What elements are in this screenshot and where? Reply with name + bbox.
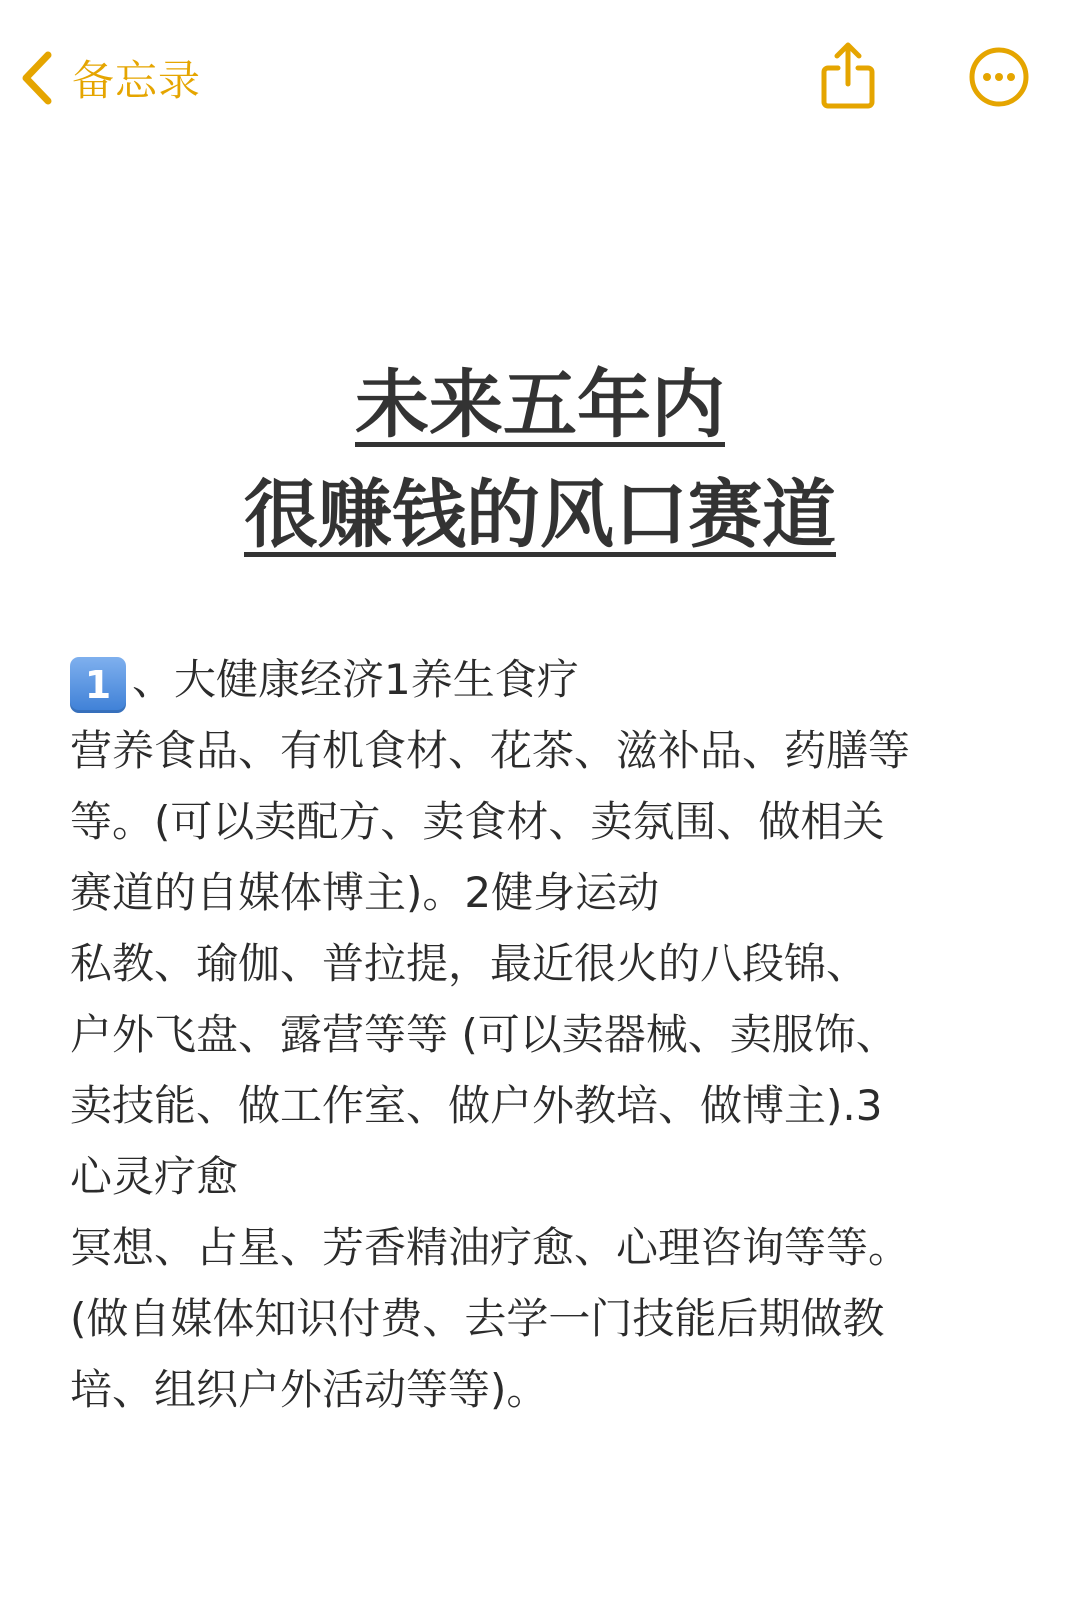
- note-title: [0, 350, 1080, 570]
- body-line: (做自媒体知识付费、去学一门技能后期做教: [70, 1294, 885, 1343]
- body-line: 心灵疗愈: [70, 1152, 239, 1201]
- body-line: 等。(可以卖配方、卖食材、卖氛围、做相关: [70, 797, 885, 846]
- body-line: 卖技能、做工作室、做户外教培、做博主).3: [70, 1081, 883, 1130]
- title-line: 未来五年内: [355, 362, 725, 448]
- body-line: 户外飞盘、露营等等 (可以卖器械、卖服饰、: [70, 1010, 898, 1059]
- body-line: 私教、瑜伽、普拉提，最近很火的八段锦、: [70, 939, 869, 988]
- number-one-badge-icon: 1: [70, 657, 126, 713]
- title-line: 很赚钱的风口赛道: [244, 472, 836, 558]
- body-line: 培、组织户外活动等等)。: [70, 1365, 549, 1414]
- more-icon: [968, 46, 1030, 108]
- body-line: [70, 644, 1030, 715]
- body-line: 冥想、占星、芳香精油疗愈、心理咨询等等。: [70, 1223, 911, 1272]
- back-label: 备忘录: [72, 56, 202, 105]
- share-button[interactable]: [818, 40, 878, 112]
- body-line-text: 、大健康经济1养生食疗: [132, 655, 579, 704]
- share-icon: [818, 40, 878, 112]
- note-body[interactable]: [70, 644, 1030, 1425]
- more-button[interactable]: [968, 46, 1030, 108]
- body-line: 营养食品、有机食材、花茶、滋补品、药膳等: [70, 726, 911, 775]
- back-button[interactable]: [20, 46, 201, 110]
- body-line: 赛道的自媒体博主)。2健身运动: [70, 868, 660, 917]
- chevron-left-icon: [20, 51, 54, 105]
- nav-bar: [0, 0, 1080, 150]
